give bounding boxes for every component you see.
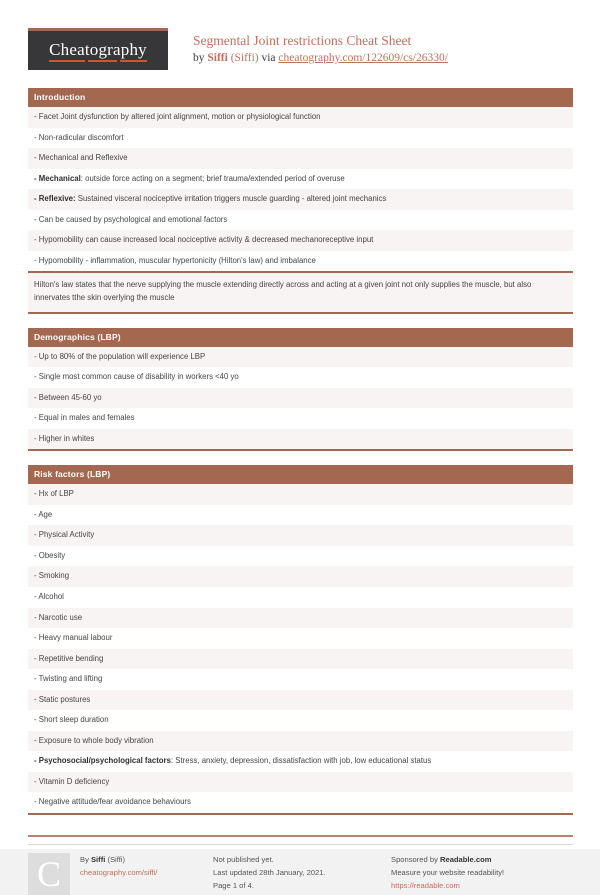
row-label: - Reflexive:: [34, 194, 76, 204]
row-text: : Stress, anxiety, depression, dissatisfaction with job, low educational status: [170, 756, 432, 766]
row-text: - Can be caused by psychological and emotional factors: [34, 214, 228, 224]
logo-wordmark: [49, 40, 147, 62]
table-row: [28, 546, 573, 567]
sections-container: [28, 88, 573, 815]
table-row: [28, 608, 573, 629]
logo-label: Cheatography: [49, 39, 147, 59]
table-row: [28, 566, 573, 587]
row-text: - Static postures: [34, 694, 91, 704]
row-text: - Hypomobility can cause increased local nociceptive activity & decreased mechanoreceptive input: [34, 235, 374, 245]
row-text: - Exposure to whole body vibration: [34, 735, 154, 745]
cheatography-logo[interactable]: [28, 28, 168, 70]
sheet-header: [28, 28, 573, 74]
table-row: [28, 484, 573, 505]
page-number: Page 1 of 4.: [213, 881, 254, 891]
table-row: [28, 107, 573, 128]
table-row: [28, 669, 573, 690]
row-text: - Vitamin D deficiency: [34, 776, 110, 786]
footer-author-prefix: By: [80, 854, 91, 864]
last-updated: Last updated 28th January, 2021.: [213, 867, 326, 877]
byline-via: via: [258, 51, 279, 64]
row-text: Sustained visceral nociceptive irritation triggers muscle guarding - altered joint mechanics: [75, 194, 387, 204]
section-title: Risk factors (LBP): [28, 465, 573, 484]
section-block: [28, 88, 573, 271]
row-text: - Hx of LBP: [34, 489, 74, 499]
row-text: - Mechanical and Reflexive: [34, 153, 128, 163]
table-row: [28, 128, 573, 149]
section-note: Hilton's law states that the nerve supplying the muscle extending directly across and acting at a given joint not only supplies the muscle, but also innervates tthe skin overlying the muscle: [28, 271, 573, 314]
sponsor-tagline: Measure your website readability!: [391, 867, 505, 877]
table-row: [28, 388, 573, 409]
sheet-footer: [28, 835, 573, 895]
table-row: [28, 230, 573, 251]
title-block: [193, 28, 448, 64]
table-row: [28, 408, 573, 429]
author-name: Siffi: [207, 51, 228, 64]
footer-author-link[interactable]: cheatography.com/siffi/: [80, 867, 158, 877]
table-row: [28, 690, 573, 711]
table-row: [28, 772, 573, 793]
table-row: [28, 429, 573, 450]
sponsor-line: [391, 853, 573, 866]
table-row: [28, 251, 573, 272]
section-block: [28, 465, 573, 814]
row-text: - Negative attitude/fear avoidance behaviours: [34, 797, 191, 807]
table-row: [28, 505, 573, 526]
table-row: [28, 751, 573, 772]
sponsor-link[interactable]: https://readable.com: [391, 881, 460, 891]
row-text: - Hypomobility - inflammation, muscular hypertonicity (Hilton's law) and imbalance: [34, 255, 316, 265]
table-row: [28, 148, 573, 169]
table-row: [28, 367, 573, 388]
row-text: - Higher in whites: [34, 433, 95, 443]
table-row: [28, 347, 573, 368]
author-alias: (Siffi): [230, 51, 259, 64]
row-text: - Short sleep duration: [34, 715, 109, 725]
table-row: [28, 189, 573, 210]
table-row: [28, 587, 573, 608]
row-text: - Physical Activity: [34, 530, 95, 540]
row-text: - Narcotic use: [34, 612, 83, 622]
section-title: Introduction: [28, 88, 573, 107]
footer-publish-column: [213, 844, 391, 895]
footer-author-line: [80, 853, 157, 866]
row-text: - Equal in males and females: [34, 413, 135, 423]
row-text: - Repetitive bending: [34, 653, 104, 663]
row-text: - Age: [34, 509, 53, 519]
table-row: [28, 628, 573, 649]
footer-author-link-line: [80, 866, 157, 879]
footer-sponsor-column: [391, 844, 573, 895]
table-row: [28, 792, 573, 813]
table-row: [28, 649, 573, 670]
section-block: [28, 328, 573, 452]
sponsor-name: Readable.com: [439, 854, 492, 864]
sheet-content: [28, 28, 573, 895]
sponsor-link-line: [391, 879, 573, 892]
table-row: [28, 731, 573, 752]
table-row: [28, 525, 573, 546]
page-title: Segmental Joint restrictions Cheat Sheet: [193, 33, 412, 48]
footer-author-alias: (Siffi): [105, 854, 126, 864]
row-label: - Mechanical: [34, 173, 81, 183]
sponsor-prefix: Sponsored by: [391, 854, 440, 864]
row-text: - Obesity: [34, 550, 66, 560]
section-title: Demographics (LBP): [28, 328, 573, 347]
publish-status: Not published yet.: [213, 854, 274, 864]
footer-author-column: [28, 844, 213, 895]
row-text: - Heavy manual labour: [34, 633, 113, 643]
logo-underline-decoration: [49, 60, 147, 62]
row-text: - Between 45-60 yo: [34, 392, 102, 402]
source-url-link[interactable]: cheatography.com/122609/cs/26330/: [278, 51, 448, 64]
table-row: [28, 210, 573, 231]
row-text: - Facet Joint dysfunction by altered joint alignment, motion or physiological function: [34, 112, 321, 121]
footer-author-name: Siffi: [90, 854, 106, 864]
row-label: - Psychosocial/psychological factors: [34, 756, 171, 766]
row-text: - Non-radicular discomfort: [34, 132, 124, 142]
byline-prefix: by: [193, 51, 208, 64]
row-text: - Twisting and lifting: [34, 674, 103, 684]
row-text: - Smoking: [34, 571, 70, 581]
row-text: - Single most common cause of disability in workers <40 yo: [34, 372, 239, 382]
row-text: - Up to 80% of the population will experience LBP: [34, 351, 206, 361]
table-row: [28, 169, 573, 190]
byline: [193, 52, 448, 64]
table-row: [28, 710, 573, 731]
avatar: C: [28, 853, 70, 895]
row-text: : outside force acting on a segment; brief trauma/extended period of overuse: [80, 173, 345, 183]
row-text: - Alcohol: [34, 592, 64, 601]
footer-author-info: [80, 853, 157, 880]
